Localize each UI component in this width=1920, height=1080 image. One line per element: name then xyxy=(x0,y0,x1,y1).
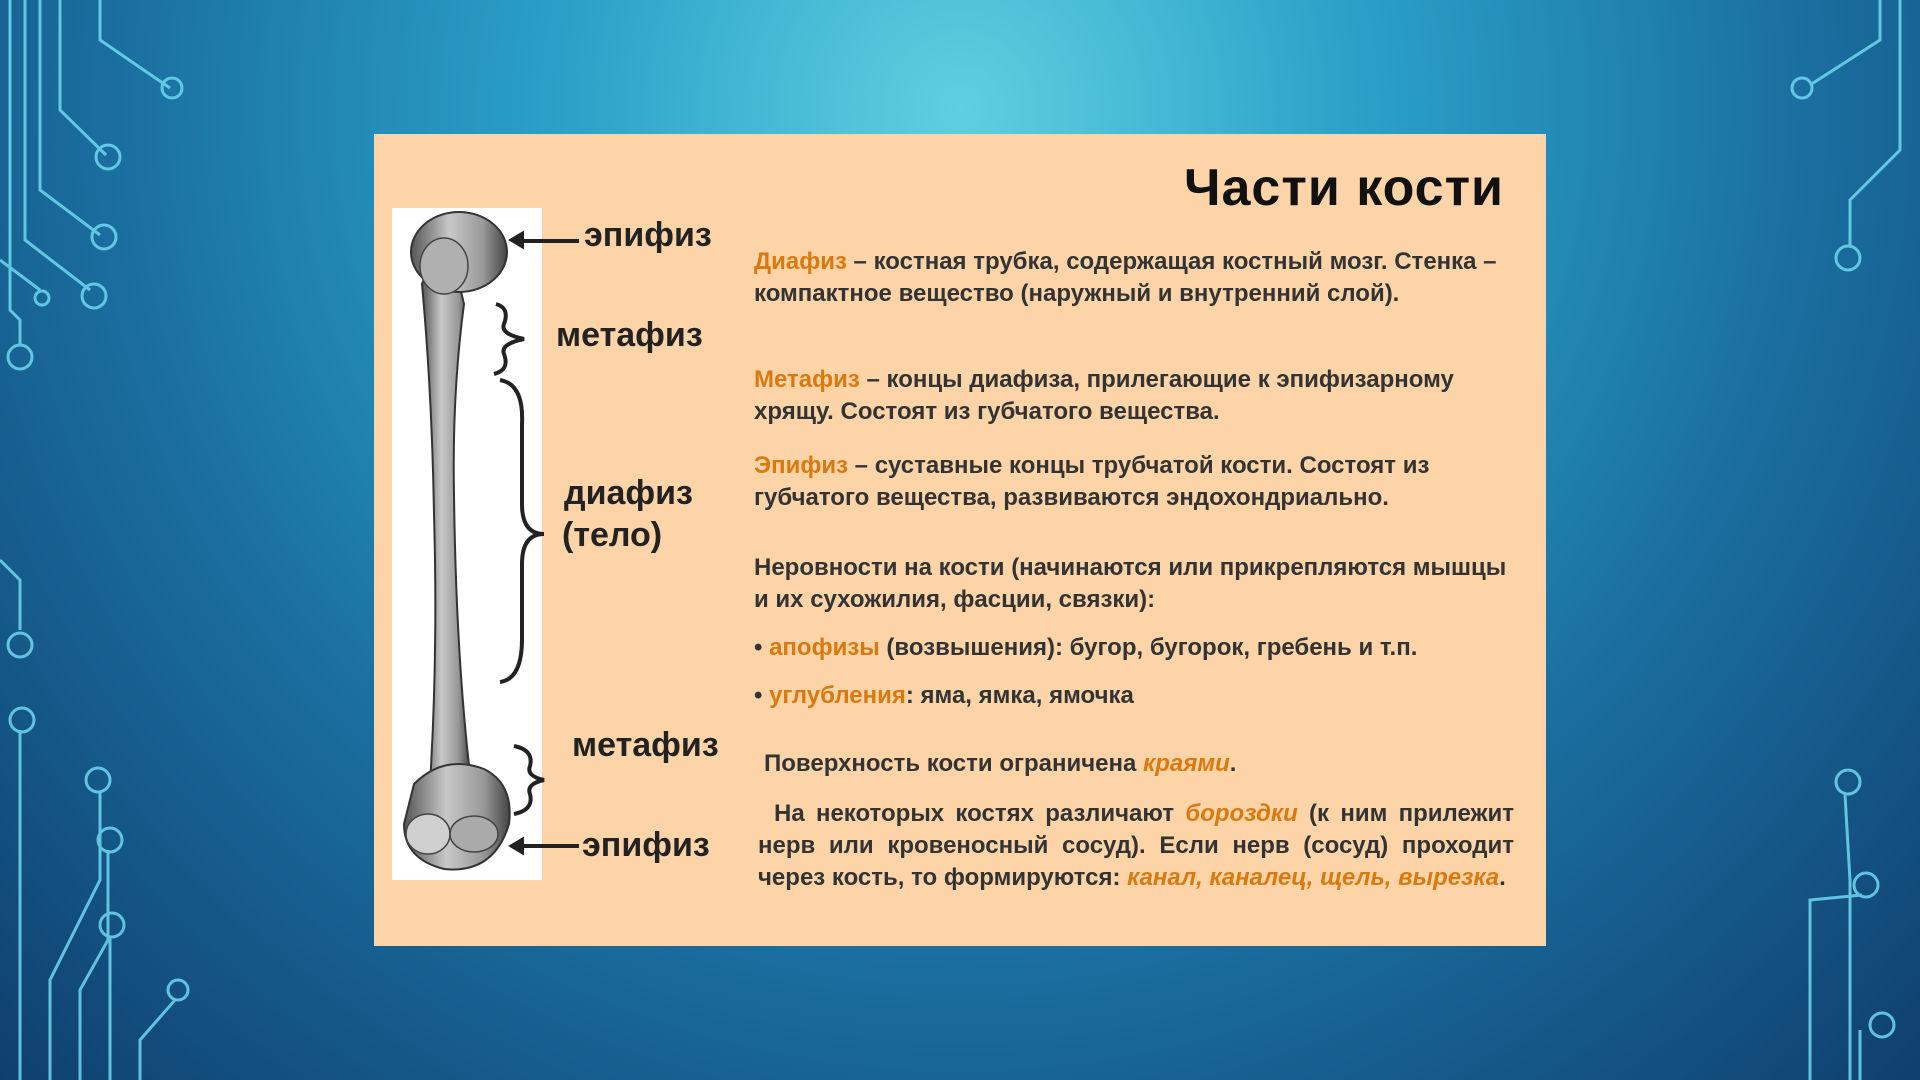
label-diaphysis-body: (тело) xyxy=(562,516,663,554)
paragraph-epiphysis xyxy=(754,450,1514,514)
label-metaphysis-top: метафиз xyxy=(556,316,703,354)
text-surface-end: . xyxy=(1229,750,1237,777)
term-canal: канал, каналец, щель, вырезка xyxy=(1127,864,1500,891)
bullet-dot: • xyxy=(754,634,763,661)
text-metaphysis: – концы диафиза, прилегающие к эпифизарному хрящу. Состоят из губчатого вещества. xyxy=(754,366,1454,425)
text-grooves-1: На некоторых костях различают xyxy=(774,800,1186,827)
term-apophyses: апофизы xyxy=(769,634,880,661)
paragraph-irregularities: Неровности на кости (начинаются или прикрепляются мышцы и их сухожилия, фасции, связки): xyxy=(754,554,1507,613)
label-metaphysis-bottom: метафиз xyxy=(572,726,719,764)
text-grooves-2: (к ним прилежит нерв или кровеносный сосуд). Если нерв (сосуд) проходит через кость, то формируются: xyxy=(758,800,1514,891)
text-depressions: : яма, ямка, ямочка xyxy=(905,682,1134,709)
paragraph-diaphysis xyxy=(754,246,1514,310)
term-edges: краями xyxy=(1143,750,1230,777)
text-surface: Поверхность кости ограничена xyxy=(764,750,1144,777)
label-epiphysis-bottom: эпифиз xyxy=(582,826,710,864)
slide-card xyxy=(374,134,1546,946)
label-diaphysis: диафиз xyxy=(564,474,693,512)
term-depressions: углубления xyxy=(769,682,906,709)
slide-title: Части кости xyxy=(1183,159,1504,217)
text-epiphysis: – суставные концы трубчатой кости. Состоят из губчатого вещества, развиваются эндохондриально. xyxy=(754,452,1430,511)
term-epiphysis: Эпифиз xyxy=(754,452,849,479)
term-diaphysis: Диафиз xyxy=(754,248,847,275)
bullet-apophyses xyxy=(754,632,1514,664)
text-grooves-end: . xyxy=(1499,864,1506,891)
bullet-depressions xyxy=(754,680,1514,712)
bullet-dot: • xyxy=(754,682,763,709)
text-diaphysis: – костная трубка, содержащая костный мозг. Стенка – компактное вещество (наружный и внутренний слой). xyxy=(754,248,1497,307)
text-apophyses: (возвышения): бугор, бугорок, гребень и т.п. xyxy=(879,634,1418,661)
term-metaphysis: Метафиз xyxy=(754,366,860,393)
term-grooves: бороздки xyxy=(1185,800,1298,827)
paragraph-grooves xyxy=(758,798,1514,894)
paragraph-metaphysis xyxy=(754,364,1514,428)
label-epiphysis-top: эпифиз xyxy=(584,216,712,254)
paragraph-surface xyxy=(764,748,1524,780)
